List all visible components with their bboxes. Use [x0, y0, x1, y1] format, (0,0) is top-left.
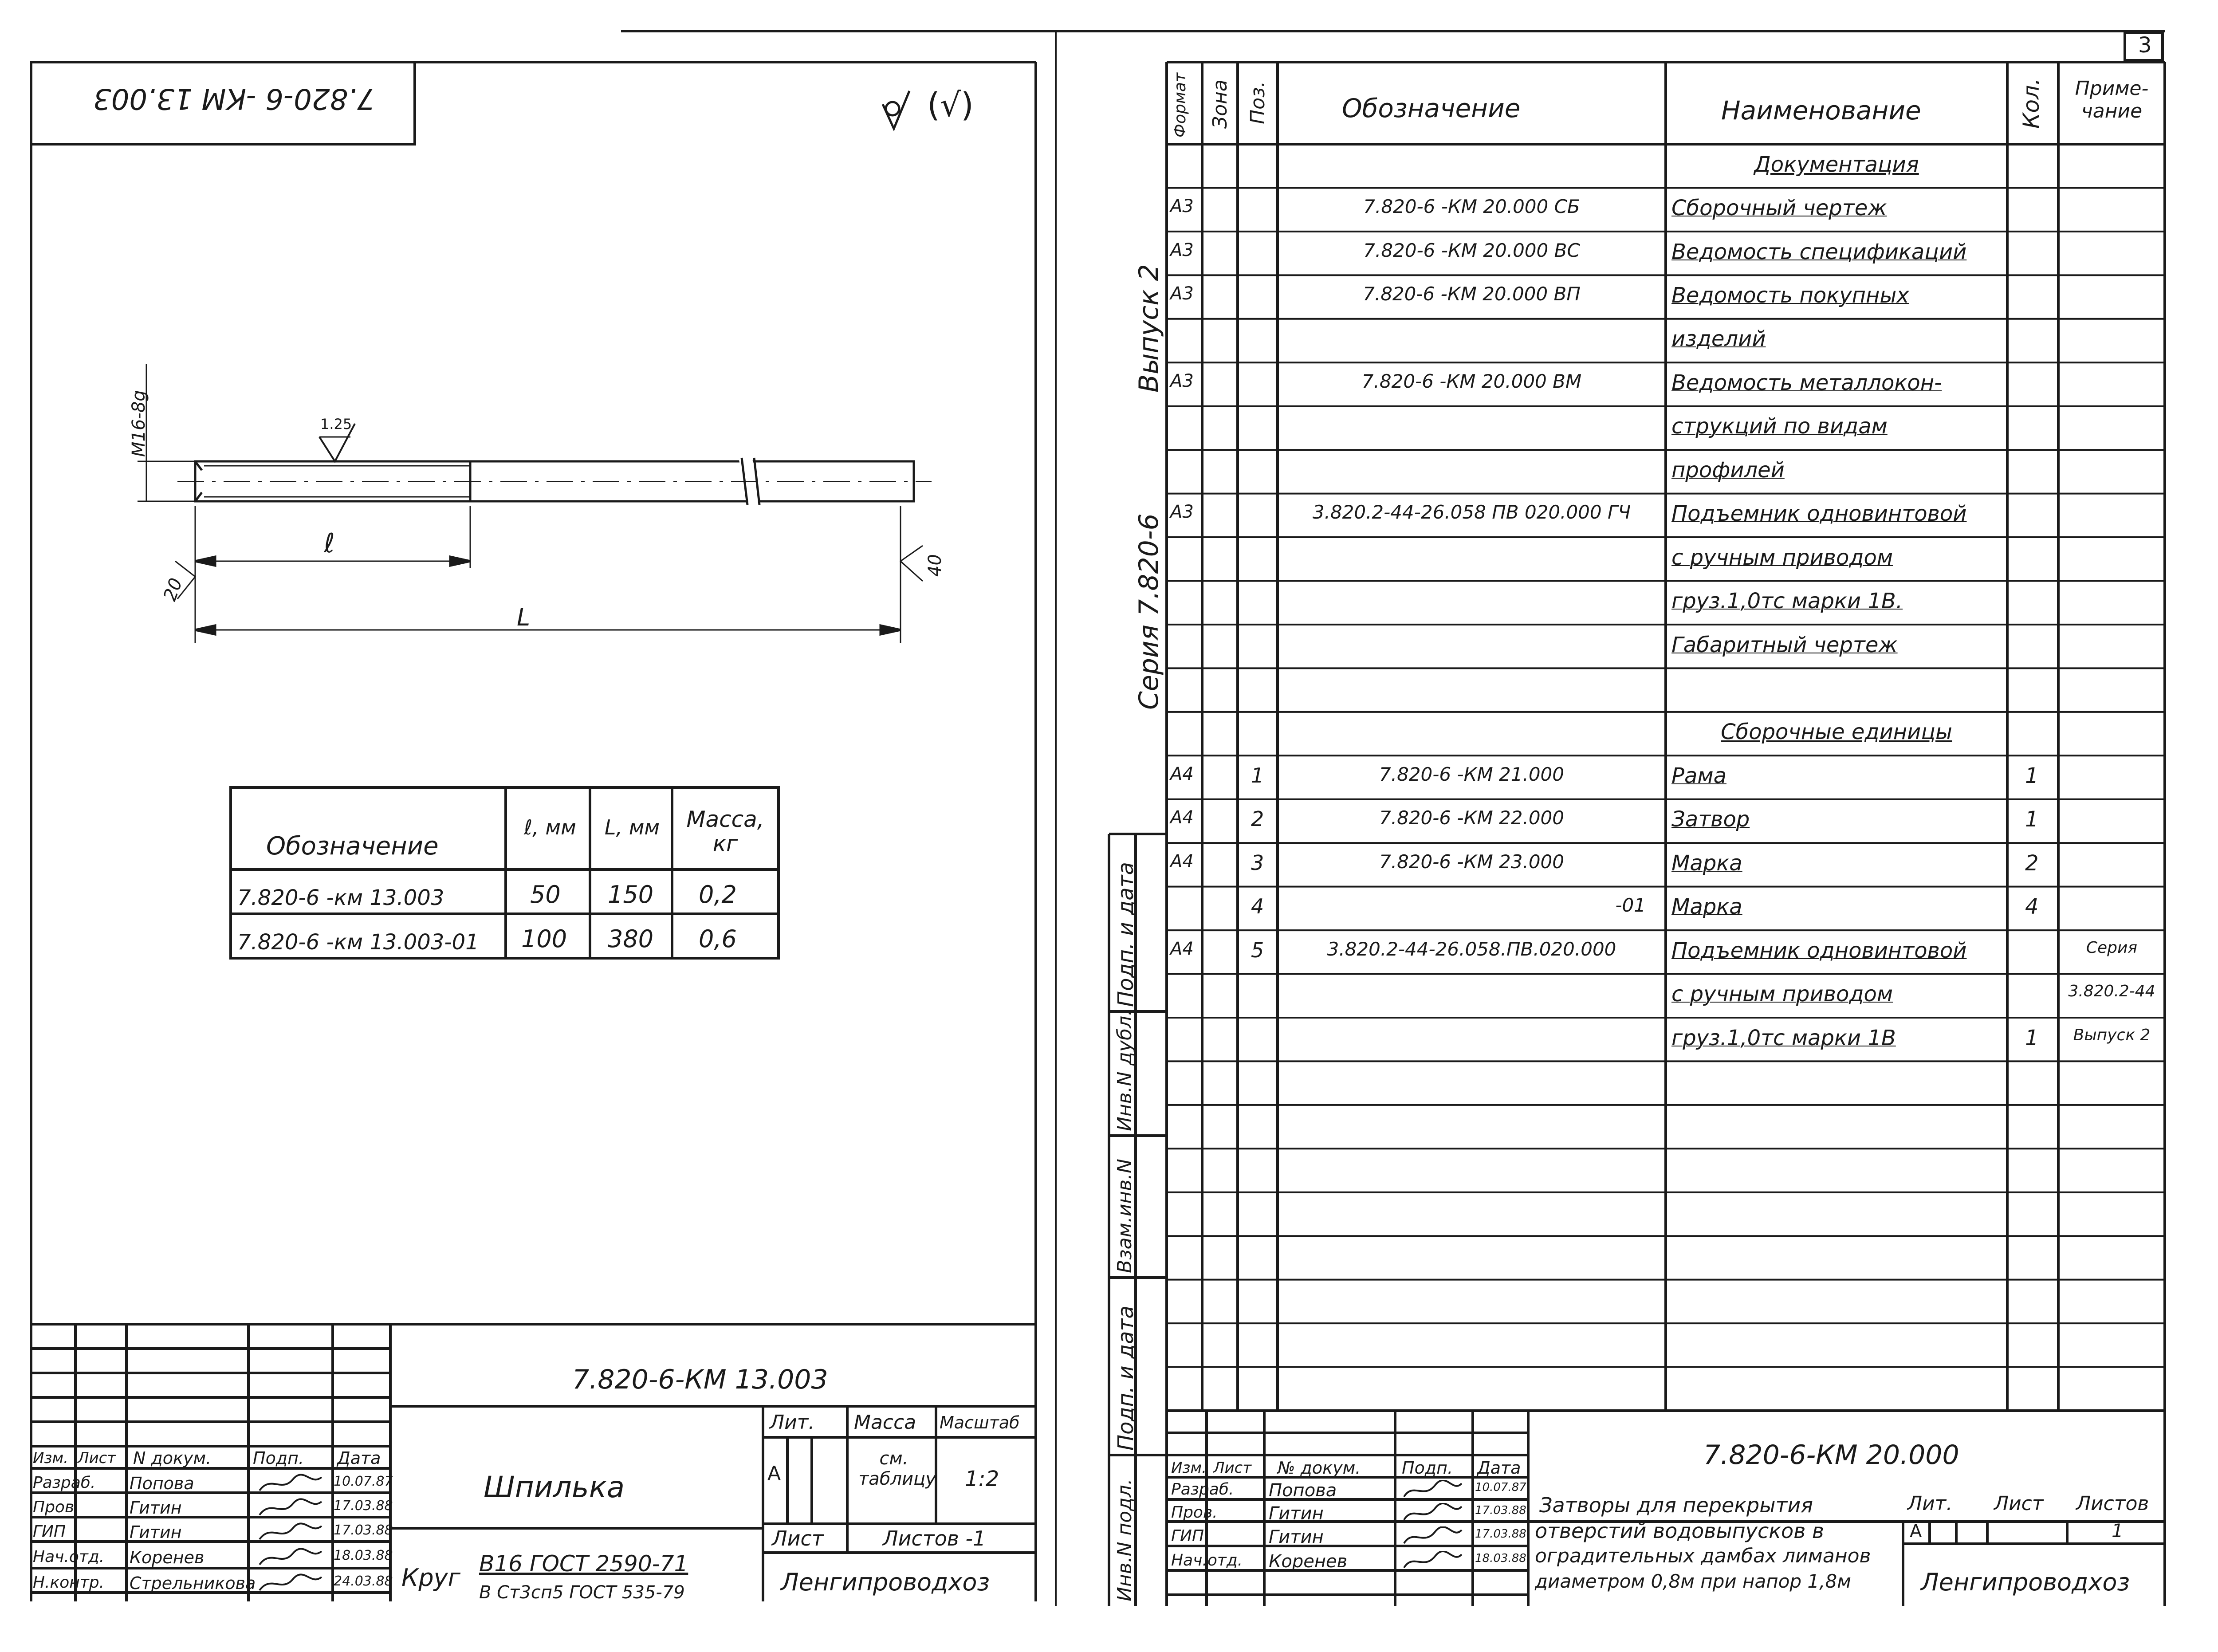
spec-cell-n: изделий — [1671, 326, 1766, 352]
spec-cell-o: 7.820-6 -КМ 20.000 ВМ — [1361, 370, 1582, 392]
spec-cell-p: 4 — [1251, 894, 1264, 919]
dim-L-label: L — [517, 603, 531, 631]
side-vypusk: Выпуск 2 — [1133, 264, 1164, 393]
spec-cell-n: Марка — [1671, 850, 1742, 876]
spec-cell-k: 1 — [2025, 807, 2039, 832]
spec-cell-n: Ведомость металлокон- — [1671, 370, 1942, 395]
spec-cell-n: Габаритный чертеж — [1671, 632, 1898, 657]
spec-header-primechanie: Приме-чание — [2075, 77, 2149, 122]
right-role-name: Гитин — [1269, 1527, 1324, 1547]
signature — [257, 1547, 324, 1569]
left-role-name: Коренев — [130, 1548, 204, 1567]
table-row2-mass: 0,6 — [699, 925, 737, 953]
spec-cell-f: А4 — [1170, 807, 1194, 828]
left-role-name: Гитин — [130, 1522, 182, 1542]
table-row2-L: 380 — [608, 925, 654, 953]
spec-header-kol: Кол. — [2018, 78, 2044, 129]
signature — [1402, 1526, 1464, 1548]
right-role-name: Попова — [1269, 1480, 1337, 1501]
left-role-date: 10.07.87 — [334, 1474, 393, 1489]
side-podp-data-2: Подп. и дата — [1113, 1306, 1138, 1451]
corner-code: 7.820-6 -КМ 13.003 — [93, 82, 375, 115]
left-role-role: Нач.отд. — [33, 1548, 105, 1566]
spec-cell-n: с ручным приводом — [1671, 545, 1893, 570]
spec-cell-n: Сборочный чертеж — [1671, 196, 1887, 221]
right-tb-izm: Изм. — [1171, 1459, 1207, 1477]
left-role-date: 24.03.88 — [334, 1573, 393, 1589]
spec-cell-n: Документация — [1754, 152, 1919, 177]
right-role-role: Пров. — [1171, 1503, 1218, 1522]
spec-cell-n: Ведомость покупных — [1671, 283, 1909, 308]
spec-cell-pr: Выпуск 2 — [2073, 1026, 2151, 1044]
left-sheet-label: Лист — [772, 1526, 824, 1550]
left-tb-podp: Подп. — [253, 1448, 304, 1468]
signature — [1402, 1503, 1464, 1525]
spec-cell-f: А4 — [1170, 763, 1194, 784]
right-sheets-label: Листов — [2076, 1492, 2149, 1515]
left-title-code: 7.820-6-КМ 13.003 — [572, 1364, 828, 1395]
left-org: Ленгипроводхоз — [781, 1568, 990, 1596]
left-material-3: В Ст3сп5 ГОСТ 535-79 — [479, 1582, 685, 1603]
spec-cell-o: 7.820-6 -КМ 20.000 СБ — [1363, 196, 1580, 218]
side-seriya: Серия 7.820-6 — [1133, 513, 1164, 710]
spec-cell-pr: 3.820.2-44 — [2068, 982, 2155, 1001]
right-title-name-1: Затворы для перекрытия — [1539, 1493, 1813, 1517]
left-material-1: Круг — [401, 1564, 460, 1592]
spec-cell-n: Сборочные единицы — [1721, 720, 1952, 745]
spec-cell-n: Подъемник одновинтовой — [1671, 501, 1967, 527]
spec-cell-n: Затвор — [1671, 807, 1750, 832]
signature — [1402, 1551, 1464, 1573]
table-row2-l: 100 — [521, 925, 567, 953]
spec-cell-f: А3 — [1170, 283, 1194, 304]
spec-cell-o: 3.820.2-44-26.058.ПВ.020.000 — [1327, 938, 1616, 960]
table-header-designation: Обозначение — [266, 832, 439, 861]
right-lit-label: Лит. — [1907, 1492, 1953, 1515]
left-role-date: 17.03.88 — [334, 1498, 393, 1514]
spec-cell-n: Ведомость спецификаций — [1671, 239, 1967, 264]
left-role-date: 18.03.88 — [334, 1548, 393, 1563]
spec-cell-k: 1 — [2025, 1025, 2039, 1050]
right-sheets-value: 1 — [2112, 1520, 2124, 1542]
left-role-role: ГИП — [33, 1522, 66, 1541]
spec-cell-k: 1 — [2025, 763, 2039, 788]
spec-cell-o: 7.820-6 -КМ 20.000 ВП — [1363, 283, 1581, 305]
table-row1-mass: 0,2 — [699, 881, 737, 909]
spec-header-zona: Зона — [1209, 79, 1231, 129]
left-sheets-label: Листов -1 — [883, 1526, 986, 1550]
right-tb-podp: Подп. — [1402, 1458, 1453, 1478]
spec-cell-pr: Серия — [2086, 938, 2138, 957]
left-role-name: Попова — [130, 1474, 194, 1493]
table-header-L: L, мм — [604, 815, 660, 839]
left-role-role: Н.контр. — [33, 1573, 105, 1592]
spec-cell-n: профилей — [1671, 457, 1785, 483]
right-role-date: 10.07.87 — [1475, 1481, 1526, 1494]
left-lit-label: Лит. — [770, 1411, 815, 1434]
spec-cell-o: 7.820-6 -КМ 22.000 — [1379, 807, 1564, 829]
right-title-code: 7.820-6-КМ 20.000 — [1703, 1440, 1959, 1471]
table-row1-l: 50 — [530, 881, 561, 909]
spec-cell-f: А3 — [1170, 196, 1194, 217]
left-title-name: Шпилька — [484, 1470, 625, 1504]
spec-cell-p: 5 — [1251, 938, 1264, 962]
spec-header-format: Формат — [1171, 72, 1189, 138]
spec-cell-n: груз.1,0тс марки 1В — [1671, 1025, 1896, 1050]
left-tb-data: Дата — [337, 1448, 381, 1468]
spec-cell-f: А3 — [1170, 502, 1194, 523]
right-title-name-4: диаметром 0,8м при напор 1,8м — [1535, 1570, 1851, 1592]
right-role-role: Нач.отд. — [1171, 1551, 1243, 1569]
right-org: Ленгипроводхоз — [1921, 1568, 2130, 1596]
table-row2-designation: 7.820-6 -км 13.003-01 — [237, 930, 479, 955]
left-role-role: Пров. — [33, 1498, 79, 1516]
right-role-date: 18.03.88 — [1475, 1552, 1526, 1565]
right-role-date: 17.03.88 — [1475, 1504, 1526, 1517]
right-role-name: Коренев — [1269, 1551, 1348, 1572]
spec-cell-n: Марка — [1671, 894, 1742, 920]
left-scale-value: 1:2 — [965, 1467, 999, 1491]
table-header-l: ℓ, мм — [524, 815, 576, 839]
chamfer-right: 40 — [925, 554, 945, 577]
right-lit-value: А — [1910, 1521, 1922, 1542]
left-lit-value: А — [767, 1462, 781, 1485]
spec-cell-p: 2 — [1251, 807, 1264, 831]
signature — [257, 1497, 324, 1520]
spec-cell-o: -01 — [1615, 894, 1646, 916]
signature — [257, 1473, 324, 1495]
spec-cell-f: А3 — [1170, 240, 1194, 260]
left-mass-value: см. таблицу — [858, 1448, 936, 1489]
page-number: 3 — [2138, 33, 2152, 58]
left-material-2: В16 ГОСТ 2590-71 — [479, 1551, 688, 1577]
left-role-date: 17.03.88 — [334, 1522, 393, 1538]
signature — [1402, 1480, 1464, 1502]
spec-header-poz: Поз. — [1247, 81, 1269, 124]
right-tb-ndoc: № докум. — [1278, 1458, 1361, 1478]
left-mass-label: Масса — [854, 1411, 916, 1434]
right-sheet-label: Лист — [1994, 1492, 2044, 1515]
spec-cell-p: 1 — [1251, 763, 1264, 787]
right-role-role: Разраб. — [1171, 1480, 1234, 1499]
spec-cell-f: А4 — [1170, 938, 1194, 959]
right-role-role: ГИП — [1171, 1527, 1204, 1545]
roughness-value: 1.25 — [320, 416, 352, 433]
spec-header-naimenovanie: Наименование — [1721, 95, 1921, 126]
spec-cell-o: 7.820-6 -КМ 20.000 ВС — [1363, 239, 1580, 261]
signature — [257, 1573, 324, 1595]
left-tb-ndoc: N докум. — [133, 1448, 212, 1468]
spec-cell-n: груз.1,0тс марки 1В. — [1671, 589, 1903, 614]
roughness-mark: (√) — [927, 86, 974, 124]
side-podp-data-1: Подп. и дата — [1113, 862, 1138, 1007]
left-tb-list: Лист — [78, 1449, 116, 1467]
spec-cell-k: 4 — [2025, 894, 2039, 920]
spec-cell-n: Рама — [1671, 763, 1726, 788]
right-title-name-3: оградительных дамбах лиманов — [1535, 1545, 1871, 1567]
spec-cell-o: 3.820.2-44-26.058 ПВ 020.000 ГЧ — [1312, 501, 1631, 523]
spec-header-oboznachenie: Обозначение — [1342, 93, 1521, 123]
spec-cell-o: 7.820-6 -КМ 23.000 — [1379, 850, 1564, 873]
right-title-name-2: отверстий водовыпусков в — [1535, 1519, 1825, 1543]
left-role-name: Гитин — [130, 1498, 182, 1518]
spec-cell-f: А4 — [1170, 851, 1194, 872]
table-header-mass: Масса, кг — [686, 806, 764, 857]
left-role-role: Разраб. — [33, 1474, 96, 1492]
dim-l-label: ℓ — [324, 528, 335, 559]
signature — [257, 1522, 324, 1544]
side-inv-podl: Инв.N подл. — [1113, 1479, 1136, 1601]
table-row1-designation: 7.820-6 -км 13.003 — [237, 885, 444, 910]
spec-cell-o: 7.820-6 -КМ 21.000 — [1379, 763, 1564, 785]
thread-label: М16-8g — [129, 390, 149, 457]
side-inv-dubl: Инв.N дубл. — [1113, 1009, 1136, 1131]
spec-cell-p: 3 — [1251, 850, 1264, 875]
right-tb-data: Дата — [1477, 1458, 1521, 1478]
spec-cell-n: струкций по видам — [1671, 414, 1888, 439]
right-role-date: 17.03.88 — [1475, 1527, 1526, 1541]
spec-cell-n: Подъемник одновинтовой — [1671, 938, 1967, 963]
right-role-name: Гитин — [1269, 1503, 1324, 1524]
chamfer-left: 20 — [160, 575, 187, 604]
left-scale-label: Масштаб — [940, 1413, 1020, 1432]
spec-cell-f: А3 — [1170, 370, 1194, 391]
spec-cell-n: с ручным приводом — [1671, 982, 1893, 1007]
side-vzam-inv: Взам.инв.N — [1113, 1159, 1136, 1273]
table-row1-L: 150 — [608, 881, 654, 909]
left-role-name: Стрельникова — [130, 1573, 256, 1593]
left-tb-izm: Изм. — [33, 1449, 68, 1467]
right-tb-list: Лист — [1213, 1459, 1252, 1477]
spec-cell-k: 2 — [2025, 850, 2039, 876]
